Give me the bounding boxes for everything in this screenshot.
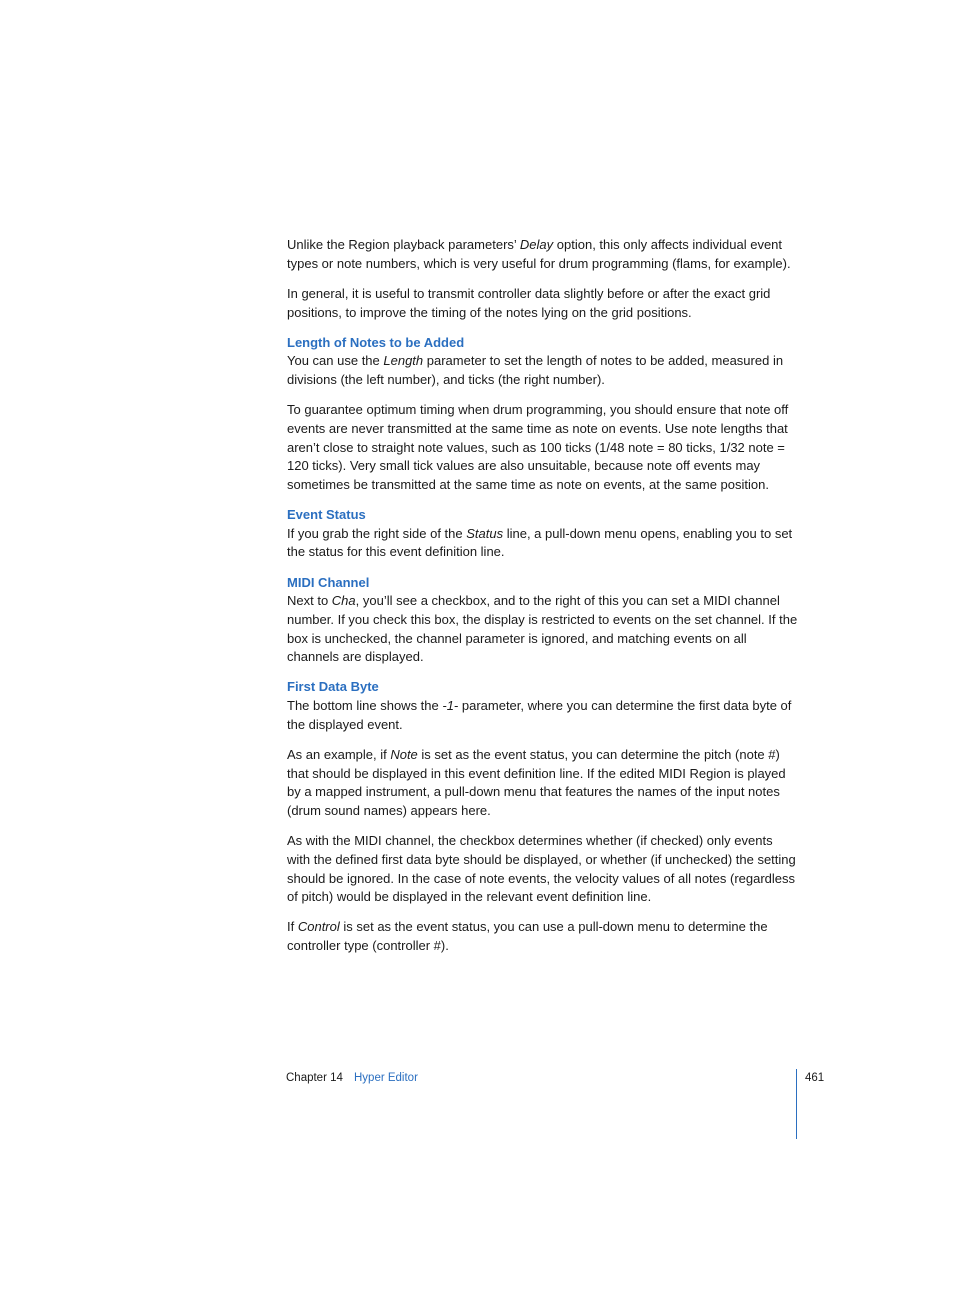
italic-term: Control xyxy=(297,919,340,935)
italic-term: -1- xyxy=(442,698,459,714)
section-heading: First Data Byte xyxy=(287,679,379,695)
section-heading: Event Status xyxy=(287,507,366,522)
text-run: is set as the event status, you can use a pull-down menu to determine the controller type (controller #). xyxy=(287,919,768,954)
body-paragraph xyxy=(287,592,799,667)
body-paragraph xyxy=(287,352,799,389)
text-run: The bottom line shows the xyxy=(287,698,443,714)
text-run: Unlike the Region playback parameters’ xyxy=(287,237,520,252)
text-run: As an example, if xyxy=(287,746,391,762)
section-heading: MIDI Channel xyxy=(287,574,370,590)
text-run: line, a pull-down menu opens, enabling you to set the status for this event definition line. xyxy=(287,525,793,560)
section xyxy=(287,506,799,562)
page-footer xyxy=(286,1070,826,1090)
text-run: Next to xyxy=(287,593,332,609)
body-paragraph xyxy=(287,285,799,322)
footer-rule xyxy=(796,1069,797,1139)
text-run: option, this only affects individual event types or note numbers, which is very useful for drum programming (flams, for example). xyxy=(287,237,791,271)
body-paragraph xyxy=(287,832,799,907)
italic-term: Status xyxy=(466,525,504,541)
text-run: parameter to set the length of notes to be added, measured in divisions (the left number), and ticks (the right number). xyxy=(287,353,784,387)
section xyxy=(287,574,799,668)
body-paragraph xyxy=(287,918,799,955)
text-run: If xyxy=(287,919,298,935)
body-paragraph xyxy=(287,697,799,734)
chapter-label: Chapter 14 xyxy=(286,1072,343,1084)
italic-term: Delay xyxy=(519,237,554,252)
text-run: , you’ll see a checkbox, and to the right of this you can set a MIDI channel number. If you check this box, the display is restricted to events on the set channel. If the box is unchecked, the channel parameter is ignored, and matching events on all channels are displayed. xyxy=(287,593,798,665)
text-run: As with the MIDI channel, the checkbox determines whether (if checked) only events with the defined first data byte should be displayed, or whether (if unchecked) the setting should be ignored. In the case of note events, the velocity values of all notes (regardless of pitch) would be displayed in the relevant event definition line. xyxy=(287,833,796,905)
body-paragraph xyxy=(287,746,799,821)
page-number: 461 xyxy=(805,1072,825,1084)
text-run: In general, it is useful to transmit controller data slightly before or after the exact grid positions, to improve the timing of the notes lying on the grid positions. xyxy=(287,285,771,320)
text-run: To guarantee optimum timing when drum programming, you should ensure that note off events are never transmitted at the same time as note on events. Use note lengths that aren’t close to straight note values, such as 100 ticks (1/48 note = 80 ticks, 1/32 note = 120 ticks). Very small tick values are also unsuitable, because note off events may sometimes be transmitted at the same time as note on events, at the same position. xyxy=(287,402,789,492)
text-run: You can use the xyxy=(287,353,384,369)
text-run: parameter, where you can determine the first data byte of the displayed event. xyxy=(287,698,792,732)
page-body xyxy=(287,236,799,967)
italic-term: Cha xyxy=(331,593,356,609)
section xyxy=(287,678,799,955)
section-heading: Length of Notes to be Added xyxy=(287,334,465,350)
text-run: is set as the event status, you can determine the pitch (note #) that should be displayed in this event definition line. If the edited MIDI Region is played by a mapped instrument, a pull-down menu that features the names of the input notes (drum sound names) appears here. xyxy=(287,746,786,819)
chapter-title: Hyper Editor xyxy=(354,1072,418,1084)
body-paragraph xyxy=(287,236,799,273)
italic-term: Note xyxy=(390,746,418,762)
section xyxy=(287,334,799,495)
italic-term: Length xyxy=(383,353,424,369)
body-paragraph xyxy=(287,525,799,562)
body-paragraph xyxy=(287,401,799,495)
text-run: If you grab the right side of the xyxy=(287,525,467,541)
